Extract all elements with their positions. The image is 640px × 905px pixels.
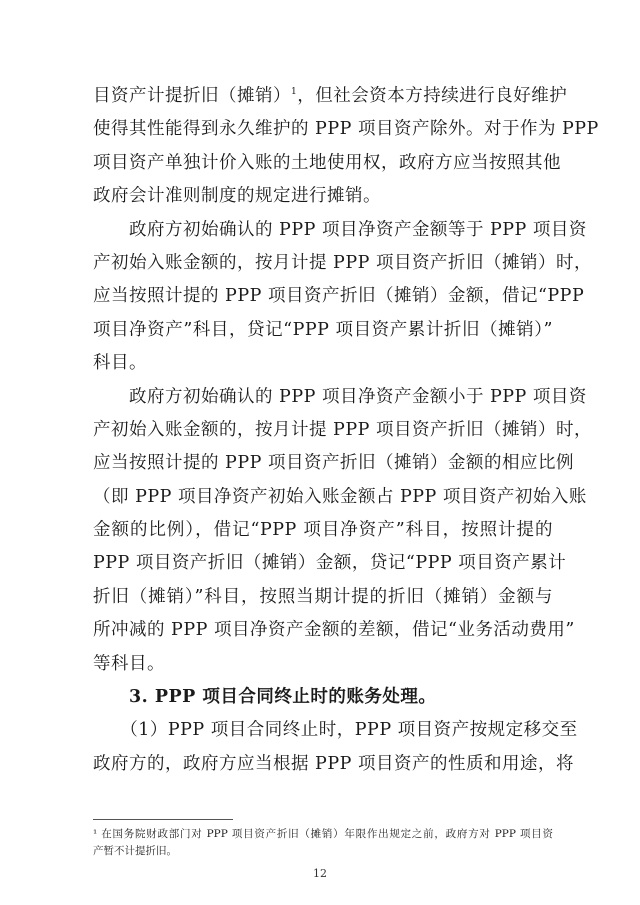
footnote-line: 产暂不计提折旧。 — [93, 845, 177, 857]
footnote-reference[interactable]: 1 — [291, 87, 298, 98]
text-line: 应当按照计提的 PPP 项目资产折旧（摊销）金额，借记“PPP — [93, 286, 585, 307]
text-line: PPP 项目资产折旧（摊销）金额，贷记“PPP 项目资产累计 — [93, 553, 567, 574]
text-line: 项目净资产”科目，贷记“PPP 项目资产累计折旧（摊销）” — [93, 319, 553, 340]
text-line: 金额的比例），借记“PPP 项目净资产”科目，按照计提的 — [93, 520, 553, 541]
text-line: 政府方的，政府方应当根据 PPP 项目资产的性质和用途，将 — [93, 753, 574, 774]
footnote-divider — [93, 819, 233, 820]
text-line: 使得其性能得到永久维护的 PPP 项目资产除外。对于作为 PPP — [93, 119, 599, 140]
text-line: 折旧（摊销）”科目，按照当期计提的折旧（摊销）金额与 — [93, 586, 553, 607]
text-line: 产初始入账金额的，按月计提 PPP 项目资产折旧（摊销）时， — [93, 252, 592, 273]
text-line: 政府方初始确认的 PPP 项目净资产金额小于 PPP 项目资 — [93, 386, 587, 407]
text-line: 项目资产单独计价入账的土地使用权，政府方应当按照其他 — [93, 152, 561, 173]
text-line: 产初始入账金额的，按月计提 PPP 项目资产折旧（摊销）时， — [93, 419, 592, 440]
text-line — [93, 80, 568, 113]
text-line: 政府会计准则制度的规定进行摊销。 — [93, 186, 381, 207]
section-heading: 3. PPP 项目合同终止时的账务处理。 — [93, 687, 437, 708]
page-number: 12 — [313, 867, 327, 880]
text-line: 所冲减的 PPP 项目净资产金额的差额，借记“业务活动费用” — [93, 620, 575, 641]
text-line: 科目。 — [93, 353, 147, 374]
text-line: 应当按照计提的 PPP 项目资产折旧（摊销）金额的相应比例 — [93, 453, 574, 474]
text-segment: 目资产计提折旧（摊销） — [93, 86, 291, 106]
text-line: 政府方初始确认的 PPP 项目净资产金额等于 PPP 项目资 — [93, 219, 587, 240]
text-segment: ，但社会资本方持续进行良好维护 — [297, 86, 568, 106]
text-line: 等科目。 — [93, 653, 165, 674]
footnote — [93, 826, 553, 860]
text-line: （即 PPP 项目净资产初始入账金额占 PPP 项目资产初始入账 — [93, 486, 587, 507]
body-text — [93, 80, 599, 781]
footnote-line: ¹ 在国务院财政部门对 PPP 项目资产折旧（摊销）年限作出规定之前，政府方对 PPP 项目资 — [93, 828, 553, 840]
text-line: （1）PPP 项目合同终止时，PPP 项目资产按规定移交至 — [93, 720, 578, 741]
